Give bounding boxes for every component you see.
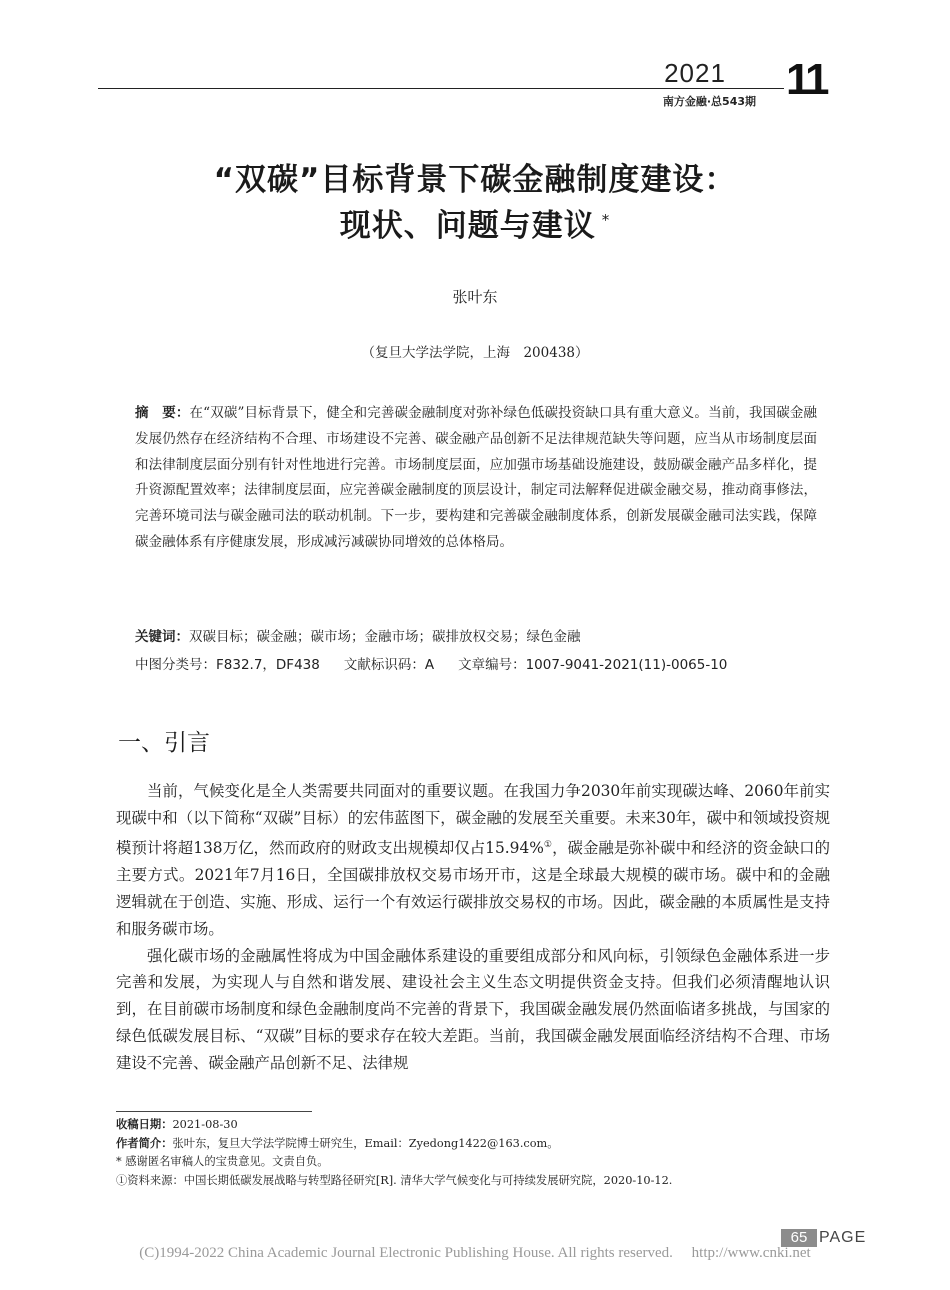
document-code: 文献标识码：A (343, 657, 435, 673)
author-bio-text: 张叶东，复旦大学法学院博士研究生，Email：Zyedong1422@163.com。 (172, 1136, 559, 1150)
author-name: 张叶东 (452, 288, 498, 306)
issue-number: 11 (786, 55, 827, 104)
copyright-notice: (C)1994-2022 China Academic Journal Electronic Publishing House. All rights reserved. http://www.cnki.net (139, 1245, 811, 1261)
received-value: 2021-08-30 (172, 1118, 238, 1131)
keywords-text: 双碳目标；碳金融；碳市场；金融市场；碳排放权交易；绿色金融 (189, 629, 581, 645)
footnotes (116, 1116, 836, 1190)
classification-line (135, 652, 835, 678)
author-affiliation: （复旦大学法学院，上海 200438） (361, 345, 589, 361)
section-heading: 一、引言 (118, 730, 210, 756)
page-label: PAGE (819, 1229, 867, 1246)
article-number: 文章编号：1007-9041-2021(11)-0065-10 (458, 657, 728, 673)
author-bio (116, 1135, 836, 1154)
journal-info: 南方金融·总543期 (662, 95, 756, 108)
footnote-ref[interactable]: ① (543, 839, 553, 850)
issue-year: 2021 (664, 58, 726, 88)
abstract (135, 401, 817, 556)
abstract-text: 在“双碳”目标背景下，健全和完善碳金融制度对弥补绿色低碳投资缺口具有重大意义。当前，我国碳金融发展仍然存在经济结构不合理、市场建设不完善、碳金融产品创新不足法律规范缺失等问题，应当从市场制度层面和法律制度层面分别有针对性地进行完善。市场制度层面，应加强市场基础设施建设，鼓励碳金融产品多样化，提升资源配置效率；法律制度层面，应完善碳金融制度的顶层设计，制定司法解释促进碳金融交易，推动商事修法，完善环境司法与碳金融司法的联动机制。下一步，要构建和完善碳金融制度体系，创新发展碳金融司法实践，保障碳金融体系有序健康发展，形成减污减碳协同增效的总体格局。 (135, 405, 818, 550)
paper-title-line-2 (60, 206, 890, 246)
received-date (116, 1116, 836, 1135)
title-footnote-mark: * (601, 211, 611, 229)
paper-title-line-1: “双碳”目标背景下碳金融制度建设： (213, 162, 737, 198)
paragraph-text: 当前，气候变化是全人类需要共同面对的重要议题。在我国力争2030年前实现碳达峰、2060年前实现碳中和（以下简称“双碳”目标）的宏伟蓝图下，碳金融的发展至关重要。未来30年，碳中和领域投资规模预计将超138万亿，然而政府的财政支出规模却仅占15.94% (116, 782, 830, 857)
clc-number: 中图分类号：F832.7，DF438 (135, 657, 320, 673)
keywords (135, 624, 817, 650)
footnote-source: ①资料来源：中国长期低碳发展战略与转型路径研究[R]. 清华大学气候变化与可持续发展研究院，2020-10-12. (116, 1173, 673, 1187)
page-number: 65 (781, 1229, 817, 1247)
footnote-rule (116, 1111, 312, 1112)
paragraph (116, 778, 830, 943)
author-bio-label: 作者简介： (116, 1136, 173, 1150)
body-text (116, 778, 830, 1077)
header-rule (98, 88, 784, 89)
abstract-label: 摘 要： (135, 405, 190, 421)
acknowledgement: * 感谢匿名审稿人的宝贵意见。文责自负。 (116, 1155, 329, 1169)
received-label: 收稿日期： (116, 1118, 173, 1131)
keywords-label: 关键词： (135, 629, 189, 645)
paragraph-text: ，碳金融是弥补碳中和经济的资金缺口的主要方式。2021年7月16日，全国碳排放权交易市场开市，这是全球最大规模的碳市场。碳中和的金融逻辑就在于创造、实施、形成、运行一个有效运行碳排放交易权的市场。因此，碳金融的本质属性是支持和服务碳市场。 (116, 838, 830, 938)
paragraph: 强化碳市场的金融属性将成为中国金融体系建设的重要组成部分和风向标，引领绿色金融体系进一步完善和发展，为实现人与自然和谐发展、建设社会主义生态文明提供资金支持。但我们必须清醒地认识到，在目前碳市场制度和绿色金融制度尚不完善的背景下，我国碳金融发展仍然面临诸多挑战，与国家的绿色低碳发展目标、“双碳”目标的要求存在较大差距。当前，我国碳金融发展面临经济结构不合理、市场建设不完善、碳金融产品创新不足、法律规 (116, 946, 830, 1073)
paper-title-text: 现状、问题与建议 (339, 208, 596, 244)
